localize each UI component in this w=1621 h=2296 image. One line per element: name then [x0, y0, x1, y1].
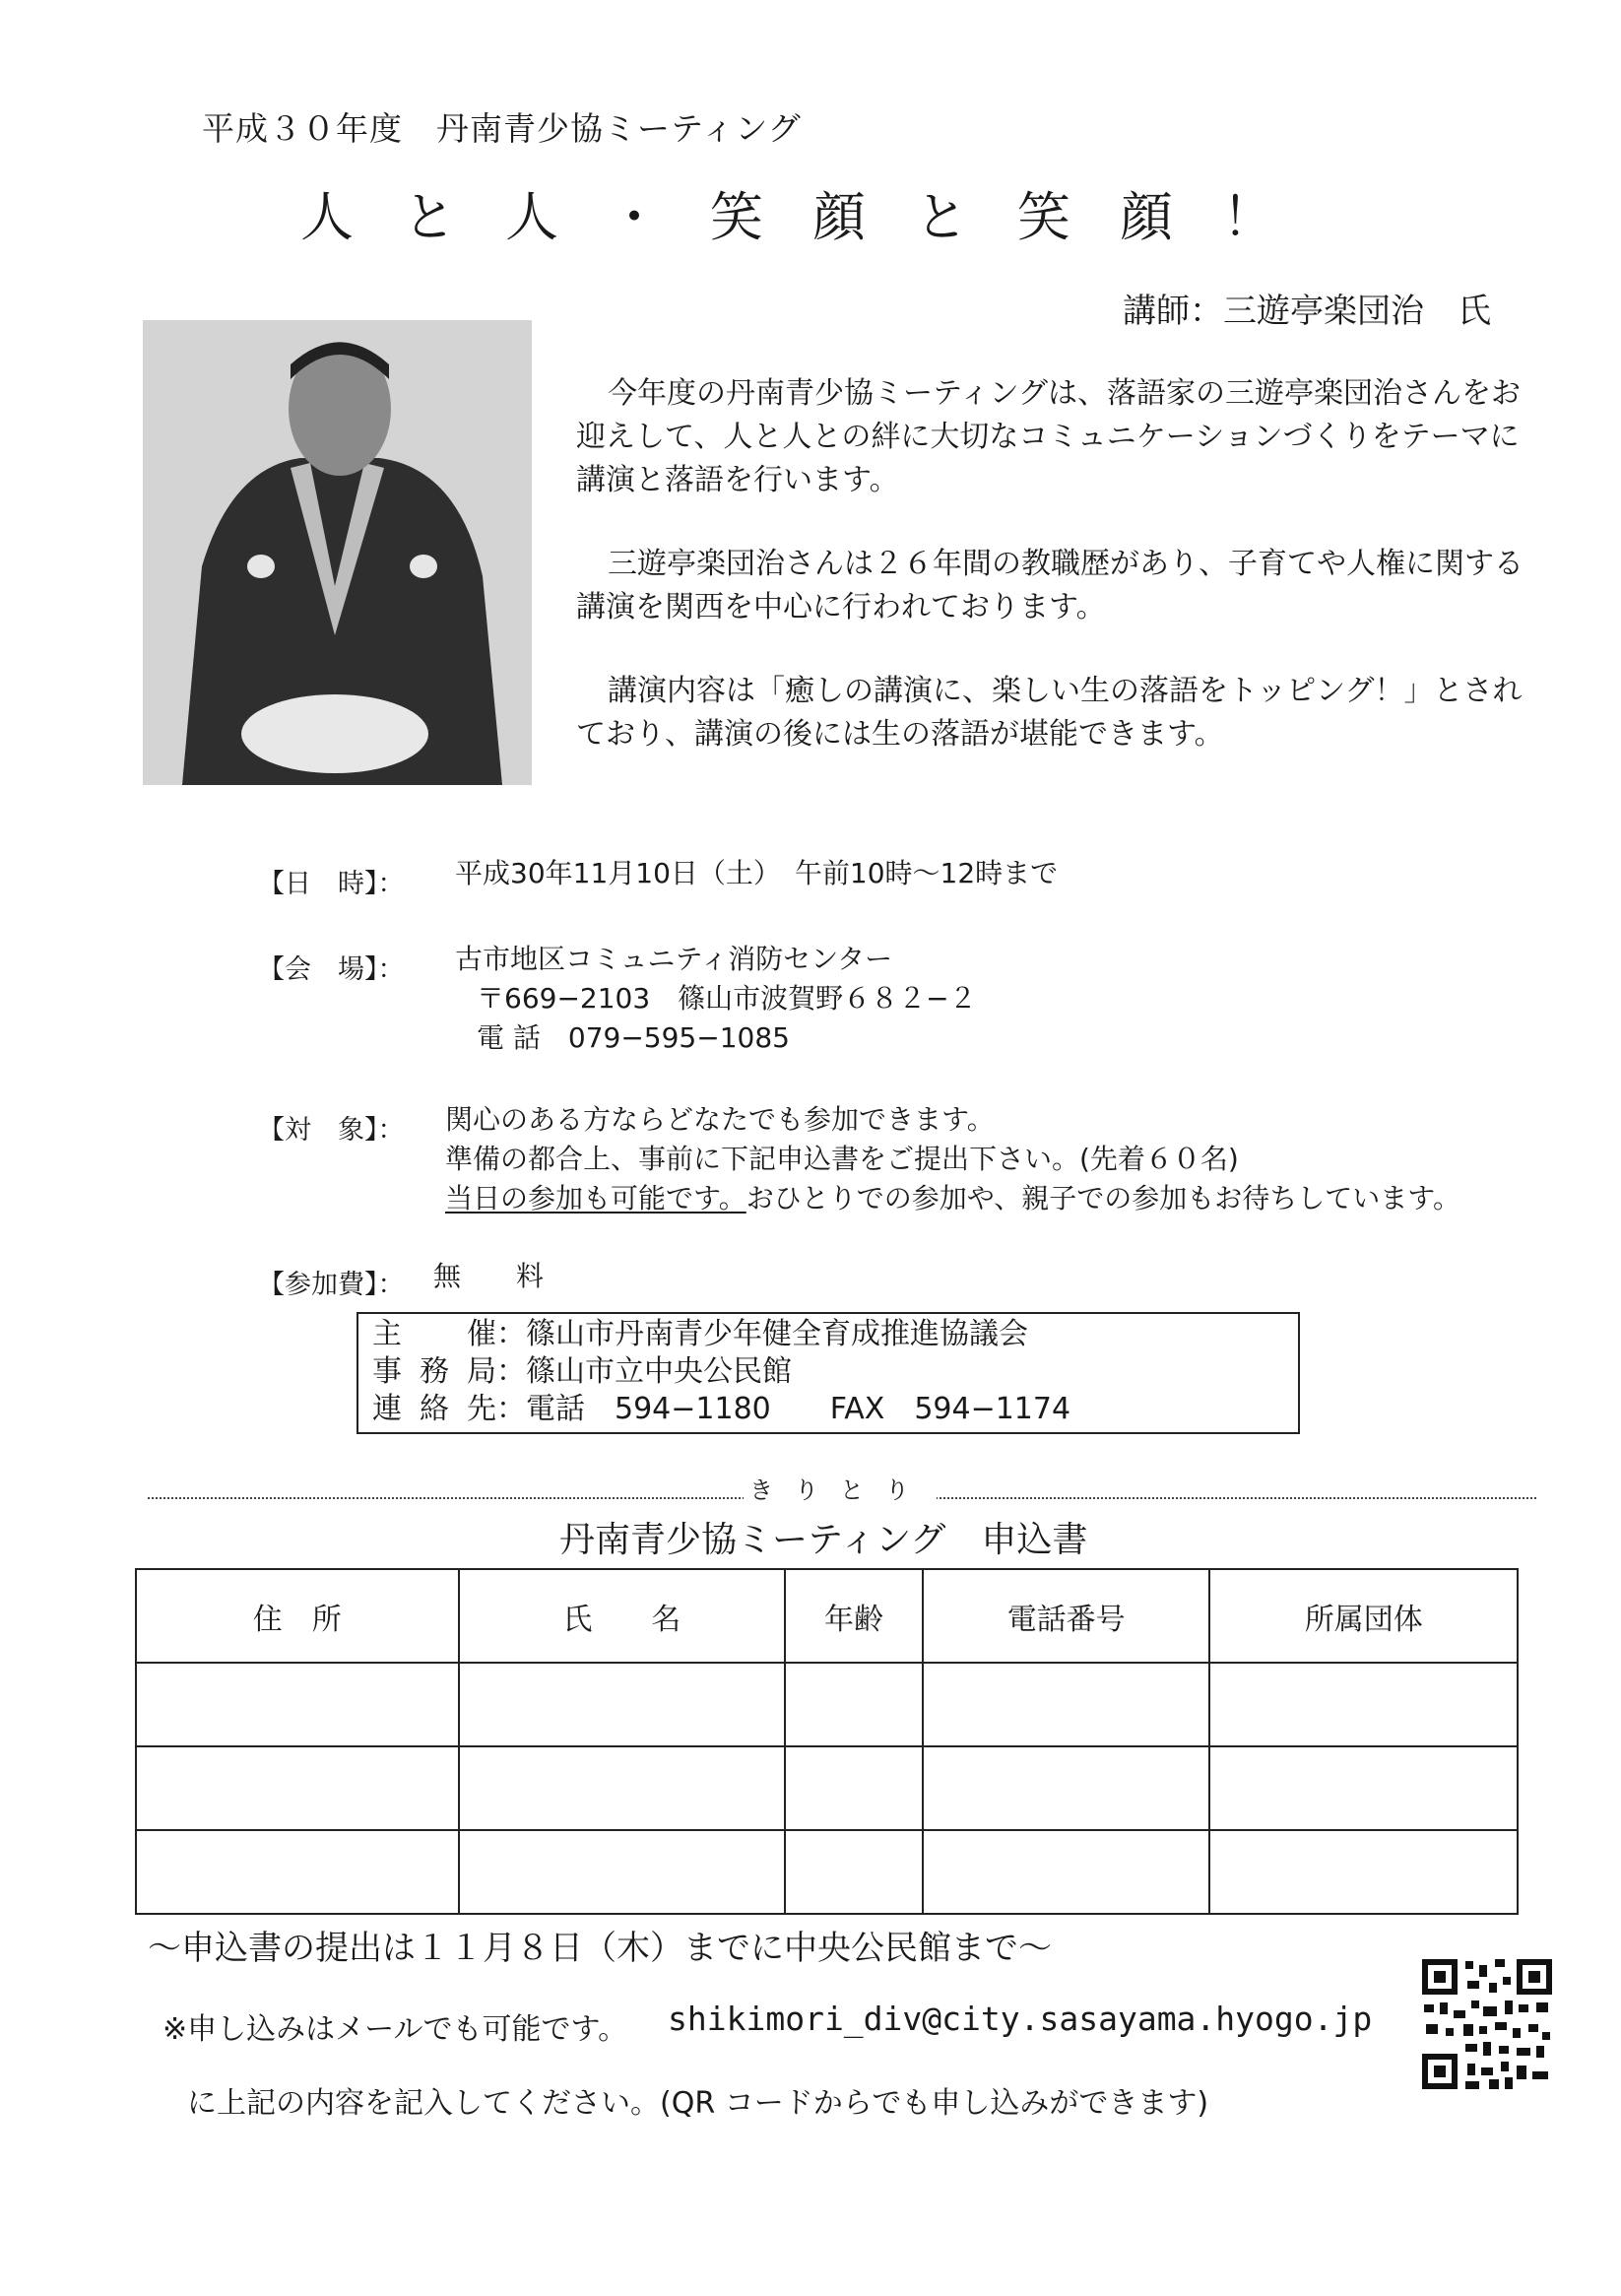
intro-paragraph-1: 今年度の丹南青少協ミーティングは、落語家の三遊亭楽団治さんをお迎えして、人と人との絆に大切なコミュニケーションづくりをテーマに講演と落語を行います。 — [576, 376, 1521, 497]
name-cell[interactable] — [459, 1830, 786, 1914]
qr-code-graphic — [1418, 1955, 1556, 2093]
target-line-1: 関心のある方ならどなたでも参加できます。 — [445, 1103, 995, 1136]
venue-label: 【会 場】： — [258, 954, 405, 985]
phone-cell[interactable] — [923, 1830, 1210, 1914]
office-value: ：篠山市立中央公民館 — [496, 1354, 792, 1389]
intro-text — [576, 372, 1526, 797]
header-phone: 電話番号 — [923, 1569, 1210, 1663]
mail-address[interactable]: shikimori_div@city.sasayama.hyogo.jp — [668, 2000, 1373, 2038]
group-cell[interactable] — [1209, 1746, 1518, 1830]
header-name: 氏 名 — [459, 1569, 786, 1663]
age-cell[interactable] — [785, 1663, 923, 1746]
address-cell[interactable] — [136, 1830, 459, 1914]
name-cell[interactable] — [459, 1663, 786, 1746]
lecturer-photo — [143, 320, 532, 785]
age-cell[interactable] — [785, 1746, 923, 1830]
age-cell[interactable] — [785, 1830, 923, 1914]
table-row — [136, 1830, 1518, 1914]
venue-address: 〒669−2103 篠山市波賀野６８２−２ — [477, 982, 977, 1015]
mail-note: ※申し込みはメールでも可能です。 — [162, 2012, 628, 2047]
header-group: 所属団体 — [1209, 1569, 1518, 1663]
intro-paragraph-3: 講演内容は「癒しの講演に、楽しい生の落語をトッピング！」とされており、講演の後には生の落語が堪能できます。 — [576, 674, 1523, 752]
group-cell[interactable] — [1209, 1663, 1518, 1746]
table-header-row — [136, 1569, 1518, 1663]
date-value: 平成30年11月10日（土） 午前10時～12時まで — [455, 857, 1059, 889]
date-label: 【日 時】： — [258, 869, 405, 899]
organizer-host — [372, 1316, 1284, 1353]
organizer-contact — [372, 1391, 1284, 1428]
address-cell[interactable] — [136, 1663, 459, 1746]
event-title: 人と人・笑顔と笑顔！ — [300, 186, 1325, 248]
target-line-3-rest: おひとりでの参加や、親子での参加もお待ちしています。 — [746, 1182, 1460, 1214]
organizer-office — [372, 1353, 1284, 1391]
contact-label: 連絡先 — [372, 1392, 496, 1426]
host-label: 主催 — [372, 1317, 496, 1351]
event-subtitle: 平成３０年度 丹南青少協ミーティング — [202, 109, 802, 148]
deadline-note: ～申込書の提出は１１月８日（木）までに中央公民館まで～ — [148, 1929, 1052, 1968]
phone-cell[interactable] — [923, 1746, 1210, 1830]
contact-value: ：電話 594−1180 FAX 594−1174 — [496, 1392, 1071, 1426]
cut-line-label: きりとり — [744, 1471, 937, 1505]
portrait-icon — [143, 320, 532, 785]
host-value: ：篠山市丹南青少年健全育成推進協議会 — [496, 1317, 1028, 1351]
qr-code-icon[interactable] — [1418, 1955, 1556, 2093]
intro-paragraph-2: 三遊亭楽団治さんは２６年間の教職歴があり、子育てや人権に関する講演を関西を中心に行われております。 — [576, 547, 1524, 624]
office-label: 事務局 — [372, 1354, 496, 1389]
organizer-box — [357, 1312, 1300, 1434]
target-line-3 — [445, 1178, 1460, 1219]
table-row — [136, 1663, 1518, 1746]
application-form-table — [135, 1568, 1519, 1915]
table-row — [136, 1746, 1518, 1830]
name-cell[interactable] — [459, 1746, 786, 1830]
header-age: 年齢 — [785, 1569, 923, 1663]
phone-cell[interactable] — [923, 1663, 1210, 1746]
application-form-title: 丹南青少協ミーティング 申込書 — [559, 1520, 1088, 1560]
lecturer-name: 講師：三遊亭楽団治 氏 — [1123, 292, 1491, 331]
venue-name: 古市地区コミュニティ消防センター — [455, 943, 893, 975]
mail-instructions: に上記の内容を記入してください。(QR コードからでも申し込みができます) — [187, 2086, 1209, 2121]
group-cell[interactable] — [1209, 1830, 1518, 1914]
fee-label: 【参加費】： — [258, 1270, 405, 1300]
same-day-note: 当日の参加も可能です。 — [445, 1182, 746, 1214]
header-address: 住 所 — [136, 1569, 459, 1663]
venue-phone: 電 話 079−595−1085 — [477, 1021, 790, 1054]
target-line-2: 準備の都合上、事前に下記申込書をご提出下さい。(先着６０名) — [445, 1143, 1239, 1175]
fee-value: 無 料 — [433, 1260, 545, 1292]
target-label: 【対 象】： — [258, 1115, 405, 1146]
address-cell[interactable] — [136, 1746, 459, 1830]
